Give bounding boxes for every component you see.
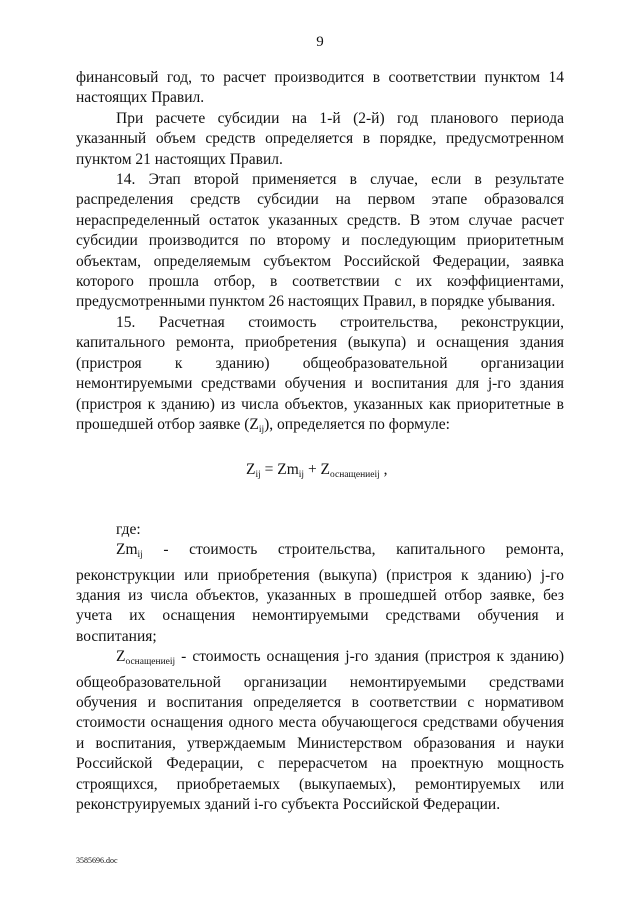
definition-zosn-symbol: Z	[116, 648, 126, 666]
document-body	[76, 68, 564, 815]
paragraph-subsidy-period: При расчете субсидии на 1-й (2-й) год планового периода указанный объем средств определяется в порядке, предусмотренном пунктом 21 настоящих Правил.	[76, 109, 564, 168]
definition-zosn	[76, 647, 564, 815]
formula-tail: ,	[379, 461, 388, 479]
definition-zm-text: - стоимость строительства, капитального ремонта, реконструкции или приобретения (выкупа) (пристроя к зданию) j-го здания из числа объектов, указанных в прошедшей отбор заявке, без учета их оснащения немонтируемыми средствами обучения и воспитания;	[76, 541, 564, 645]
definition-zosn-text: - стоимость оснащения j-го здания (пристроя к зданию) общеобразовательной организации немонтируемыми средствами обучения и воспитания определяется в соответствии с нормативом стоимости оснащения одного места обучающегося средствами обучения и воспитания, утверждаемым Министерством образования и науки Российской Федерации, с перерасчетом на проектную мощность строящихся, приобретаемых (выкупаемых), ремонтируемых или реконструируемых зданий i-го субъекта Российской Федерации.	[76, 648, 564, 813]
definition-zosn-subscript: оснащениеij	[125, 657, 176, 668]
definition-zm-symbol: Zm	[116, 541, 138, 559]
paragraph-continuation: финансовый год, то расчет производится в соответствии пунктом 14 настоящих Правил.	[76, 69, 564, 107]
page-number: 9	[316, 34, 324, 50]
where-label: где:	[116, 520, 141, 538]
paragraph-15-tail: ), определяется по формуле:	[264, 415, 450, 433]
paragraph-15-subscript: ij	[258, 424, 265, 435]
formula-eq: = Zm	[260, 461, 299, 479]
footer-filename: 3585696.doc	[76, 856, 118, 865]
formula-z-subscript: ij	[255, 470, 261, 481]
formula	[76, 460, 564, 485]
paragraph-15	[76, 313, 564, 440]
definition-zm-subscript: ij	[137, 550, 143, 561]
paragraph-14: 14. Этап второй применяется в случае, если в результате распределения средств субсидии на первом этапе образовался нераспределенный остаток указанных средств. В этом случае расчет субсидии производится по второму и последующим приоритетным объектам, определяемым субъектом Российской Федерации, заявка которого прошла отбор, в соответствии с их коэффициентами, предусмотренными пунктом 26 настоящих Правил, в порядке убывания.	[76, 171, 564, 311]
formula-zm-subscript: ij	[298, 470, 305, 481]
paragraph-15-text: 15. Расчетная стоимость строительства, реконструкции, капитального ремонта, приобретения (выкупа) и оснащения здания (пристроя к зданию) общеобразовательной организации немонтируемыми средствами обучения и воспитания для j-го здания (пристроя к зданию) из числа объектов, указанных как приоритетные в прошедшей отбор заявке (Z	[76, 313, 564, 433]
formula-osn-subscript: оснащениеij	[330, 470, 380, 481]
formula-z: Z	[246, 461, 256, 479]
formula-plus: + Z	[304, 461, 331, 479]
definition-zm	[76, 540, 564, 647]
